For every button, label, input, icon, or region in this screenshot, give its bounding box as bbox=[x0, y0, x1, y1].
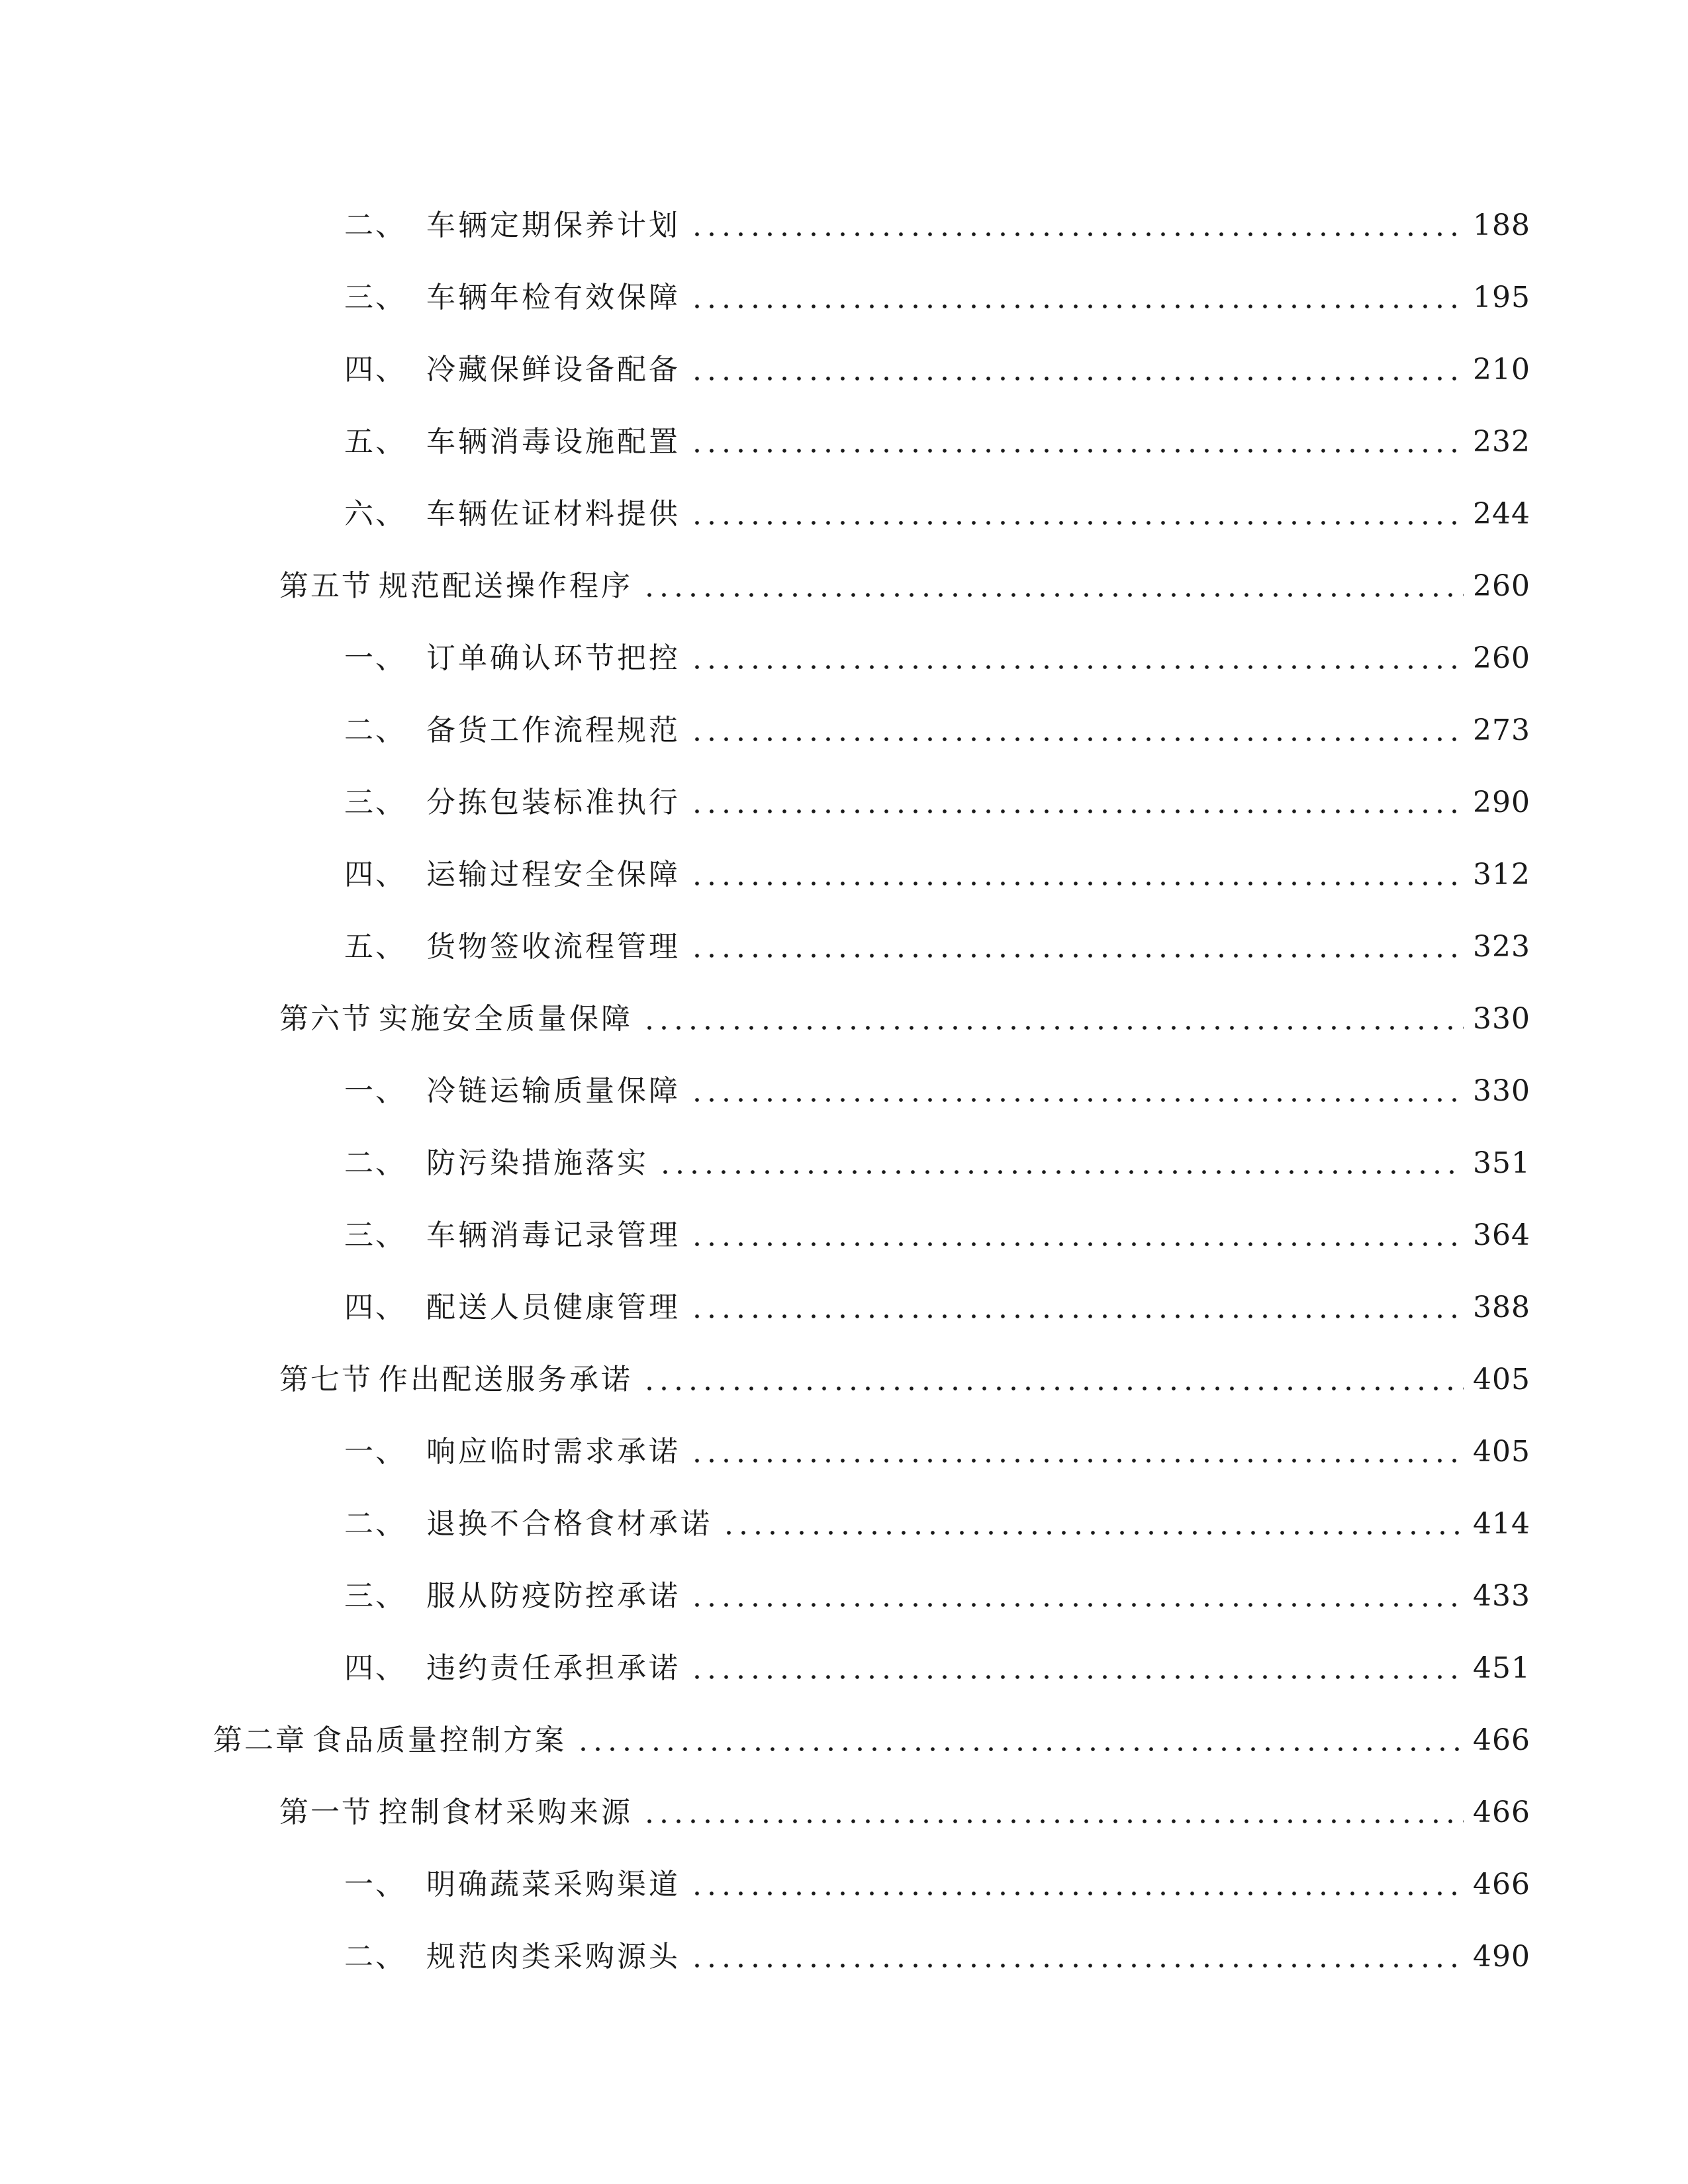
dot-leader bbox=[658, 1149, 1464, 1178]
toc-entry[interactable] bbox=[0, 1199, 1688, 1271]
toc-entry-page: 433 bbox=[1473, 1578, 1530, 1613]
dot-leader bbox=[690, 933, 1464, 962]
toc-entry[interactable] bbox=[0, 189, 1688, 261]
toc-entry-title: 车辆年检有效保障 bbox=[426, 280, 680, 314]
toc-entry-number: 五、 bbox=[344, 424, 406, 459]
toc-section-entry[interactable] bbox=[0, 983, 1688, 1055]
toc-entry[interactable] bbox=[0, 1921, 1688, 1993]
toc-entry-page: 466 bbox=[1473, 1867, 1530, 1901]
toc-entry-number: 五、 bbox=[344, 929, 406, 964]
toc-entry[interactable] bbox=[0, 1416, 1688, 1488]
toc-entry-page: 232 bbox=[1473, 424, 1530, 459]
table-of-contents bbox=[0, 189, 1688, 1993]
toc-entry-page: 312 bbox=[1473, 857, 1530, 891]
toc-entry-number: 一、 bbox=[344, 1434, 406, 1469]
toc-entry-number: 三、 bbox=[344, 1578, 406, 1613]
dot-leader bbox=[690, 788, 1464, 817]
toc-entry-title: 实施安全质量保障 bbox=[379, 1001, 633, 1036]
toc-entry-page: 290 bbox=[1473, 785, 1530, 819]
toc-entry-title: 控制食材采购来源 bbox=[379, 1795, 633, 1829]
toc-entry-title: 规范肉类采购源头 bbox=[426, 1939, 680, 1974]
dot-leader bbox=[690, 283, 1464, 312]
toc-entry-title: 规范配送操作程序 bbox=[379, 569, 633, 603]
toc-entry-number: 四、 bbox=[344, 352, 406, 387]
dot-leader bbox=[690, 1582, 1464, 1611]
toc-entry-title: 车辆佐证材料提供 bbox=[426, 496, 680, 531]
toc-entry-number: 四、 bbox=[344, 1651, 406, 1685]
toc-entry-number: 二、 bbox=[344, 208, 406, 242]
toc-entry-title: 明确蔬菜采购渠道 bbox=[426, 1867, 680, 1901]
toc-entry-title: 响应临时需求承诺 bbox=[426, 1434, 680, 1469]
dot-leader bbox=[690, 500, 1464, 529]
toc-entry-page: 405 bbox=[1473, 1362, 1530, 1396]
toc-section-entry[interactable] bbox=[0, 1343, 1688, 1416]
toc-entry-number: 一、 bbox=[344, 641, 406, 675]
toc-entry-title: 运输过程安全保障 bbox=[426, 857, 680, 891]
toc-entry-number: 三、 bbox=[344, 280, 406, 314]
toc-entry[interactable] bbox=[0, 622, 1688, 694]
toc-entry-number: 第五节 bbox=[279, 569, 373, 603]
toc-entry[interactable] bbox=[0, 406, 1688, 478]
toc-entry-number: 第七节 bbox=[279, 1362, 373, 1396]
toc-entry-number: 一、 bbox=[344, 1073, 406, 1108]
toc-entry-page: 451 bbox=[1473, 1651, 1530, 1685]
toc-entry[interactable] bbox=[0, 1848, 1688, 1921]
toc-entry-page: 323 bbox=[1473, 929, 1530, 964]
toc-entry-title: 服从防疫防控承诺 bbox=[426, 1578, 680, 1613]
dot-leader bbox=[690, 1077, 1464, 1106]
toc-entry-page: 351 bbox=[1473, 1146, 1530, 1180]
dot-leader bbox=[690, 428, 1464, 457]
dot-leader bbox=[642, 572, 1464, 601]
toc-entry-title: 车辆定期保养计划 bbox=[426, 208, 680, 242]
dot-leader bbox=[642, 1798, 1464, 1827]
toc-entry-number: 四、 bbox=[344, 1290, 406, 1324]
toc-entry-number: 六、 bbox=[344, 496, 406, 531]
toc-entry-title: 备货工作流程规范 bbox=[426, 713, 680, 747]
toc-entry-number: 三、 bbox=[344, 785, 406, 819]
dot-leader bbox=[690, 1942, 1464, 1972]
toc-entry-page: 260 bbox=[1473, 569, 1530, 603]
toc-entry-title: 配送人员健康管理 bbox=[426, 1290, 680, 1324]
toc-entry-page: 364 bbox=[1473, 1218, 1530, 1252]
toc-entry-number: 第二章 bbox=[213, 1723, 306, 1757]
toc-entry-number: 二、 bbox=[344, 1146, 406, 1180]
dot-leader bbox=[690, 1221, 1464, 1250]
toc-entry-page: 273 bbox=[1473, 713, 1530, 747]
dot-leader bbox=[576, 1726, 1464, 1755]
toc-entry-title: 防污染措施落实 bbox=[426, 1146, 649, 1180]
toc-entry-title: 作出配送服务承诺 bbox=[379, 1362, 633, 1396]
toc-entry-title: 食品质量控制方案 bbox=[312, 1723, 567, 1757]
toc-entry[interactable] bbox=[0, 694, 1688, 766]
toc-entry[interactable] bbox=[0, 261, 1688, 334]
toc-entry-title: 车辆消毒记录管理 bbox=[426, 1218, 680, 1252]
toc-entry[interactable] bbox=[0, 1055, 1688, 1127]
toc-entry-title: 分拣包装标准执行 bbox=[426, 785, 680, 819]
toc-entry-number: 三、 bbox=[344, 1218, 406, 1252]
toc-entry-number: 一、 bbox=[344, 1867, 406, 1901]
toc-entry-number: 第六节 bbox=[279, 1001, 373, 1036]
toc-entry[interactable] bbox=[0, 1632, 1688, 1704]
toc-entry-number: 二、 bbox=[344, 713, 406, 747]
dot-leader bbox=[642, 1005, 1464, 1034]
toc-entry-page: 188 bbox=[1473, 208, 1530, 242]
toc-section-entry[interactable] bbox=[0, 1776, 1688, 1848]
dot-leader bbox=[690, 644, 1464, 673]
toc-entry[interactable] bbox=[0, 334, 1688, 406]
toc-entry-number: 第一节 bbox=[279, 1795, 373, 1829]
dot-leader bbox=[642, 1365, 1464, 1394]
toc-entry[interactable] bbox=[0, 1127, 1688, 1199]
toc-entry-page: 466 bbox=[1473, 1723, 1530, 1757]
dot-leader bbox=[690, 1293, 1464, 1322]
toc-entry-number: 二、 bbox=[344, 1939, 406, 1974]
dot-leader bbox=[690, 1654, 1464, 1683]
toc-entry-page: 195 bbox=[1473, 280, 1530, 314]
toc-entry[interactable] bbox=[0, 1560, 1688, 1632]
toc-entry-page: 260 bbox=[1473, 641, 1530, 675]
dot-leader bbox=[690, 1437, 1464, 1467]
dot-leader bbox=[690, 716, 1464, 745]
toc-entry-title: 违约责任承担承诺 bbox=[426, 1651, 680, 1685]
dot-leader bbox=[690, 355, 1464, 385]
toc-entry[interactable] bbox=[0, 478, 1688, 550]
toc-entry-page: 388 bbox=[1473, 1290, 1530, 1324]
toc-entry[interactable] bbox=[0, 1271, 1688, 1343]
toc-entry[interactable] bbox=[0, 911, 1688, 983]
toc-entry-page: 490 bbox=[1473, 1939, 1530, 1974]
toc-entry-number: 二、 bbox=[344, 1506, 406, 1541]
dot-leader bbox=[722, 1510, 1464, 1539]
toc-entry-page: 414 bbox=[1473, 1506, 1530, 1541]
toc-entry-number: 四、 bbox=[344, 857, 406, 891]
dot-leader bbox=[690, 211, 1464, 240]
toc-entry[interactable] bbox=[0, 839, 1688, 911]
toc-entry-title: 退换不合格食材承诺 bbox=[426, 1506, 712, 1541]
dot-leader bbox=[690, 1870, 1464, 1899]
toc-entry-page: 244 bbox=[1473, 496, 1530, 531]
toc-entry-title: 冷链运输质量保障 bbox=[426, 1073, 680, 1108]
toc-entry-title: 货物签收流程管理 bbox=[426, 929, 680, 964]
toc-entry-page: 466 bbox=[1473, 1795, 1530, 1829]
toc-entry[interactable] bbox=[0, 1488, 1688, 1560]
toc-entry-title: 订单确认环节把控 bbox=[426, 641, 680, 675]
toc-entry-page: 330 bbox=[1473, 1001, 1530, 1036]
toc-entry-title: 冷藏保鲜设备配备 bbox=[426, 352, 680, 387]
toc-chapter-entry[interactable] bbox=[0, 1704, 1688, 1776]
toc-entry[interactable] bbox=[0, 766, 1688, 839]
toc-entry-page: 405 bbox=[1473, 1434, 1530, 1469]
toc-entry-title: 车辆消毒设施配置 bbox=[426, 424, 680, 459]
dot-leader bbox=[690, 860, 1464, 889]
toc-entry-page: 330 bbox=[1473, 1073, 1530, 1108]
toc-entry-page: 210 bbox=[1473, 352, 1530, 387]
toc-section-entry[interactable] bbox=[0, 550, 1688, 622]
